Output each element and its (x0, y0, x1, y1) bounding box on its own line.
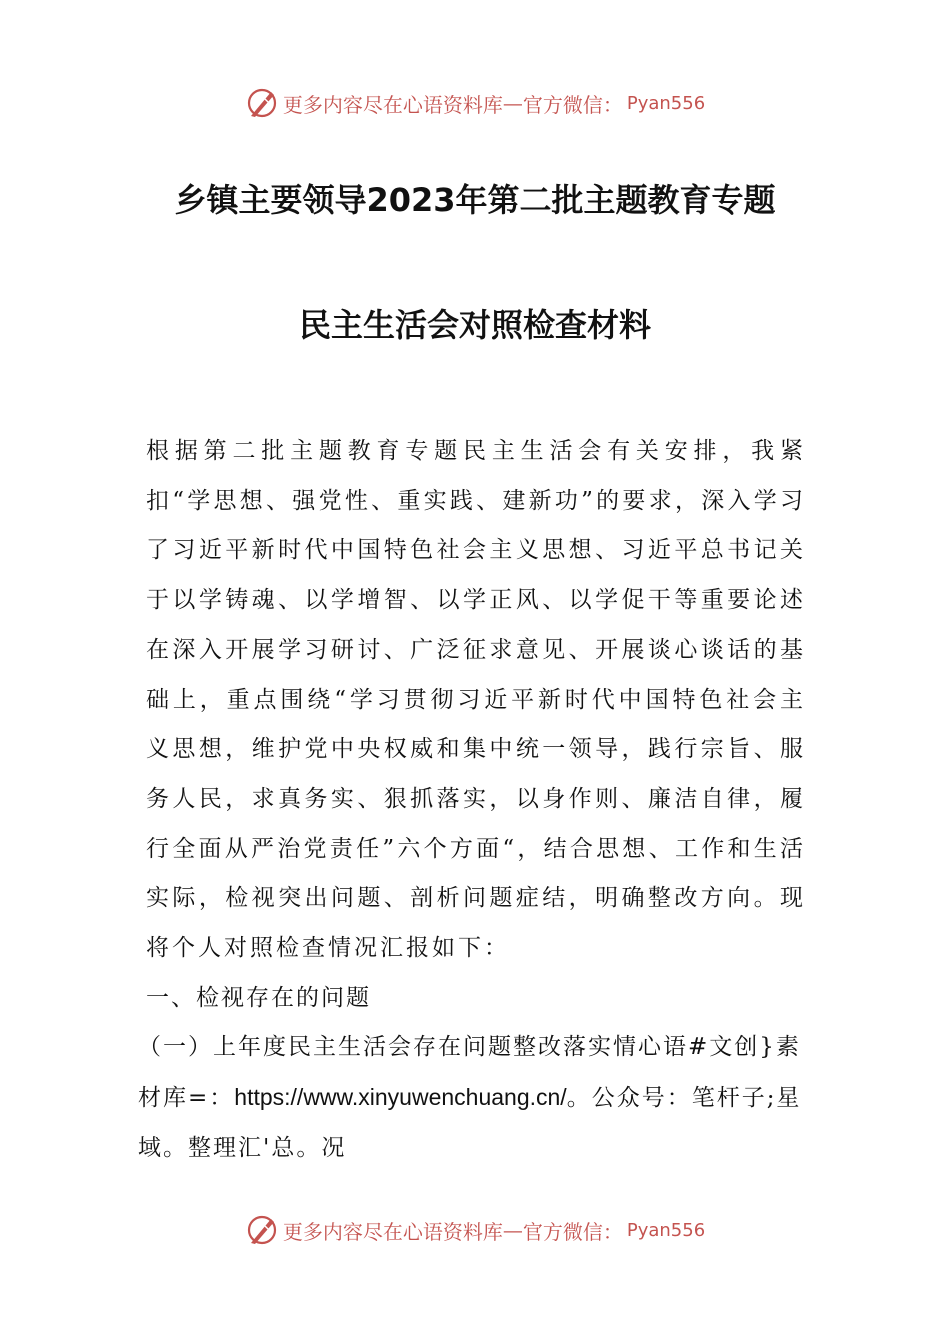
quill-pen-logo-icon (245, 1213, 279, 1247)
brand-separator: — (502, 1218, 523, 1242)
document-title-line-1: 乡镇主要领导2023年第二批主题教育专题 (174, 181, 776, 219)
wechat-id: Pyan556 (626, 1219, 706, 1241)
document-body (138, 427, 806, 1174)
intro-paragraph: 根据第二批主题教育专题民主生活会有关安排，我紧扣“学思想、强党性、重实践、建新功”的要求，深入学习了习近平新时代中国特色社会主义思想、习近平总书记关于以学铸魂、以学增智、以学正风、以学促干等重要论述在深入开展学习研讨、广泛征求意见、开展谈心谈话的基础上，重点围绕“学习贯彻习近平新时代中国特色社会主义思想，维护党中央权威和集中统一领导，践行宗旨、服务人民，求真务实、狠抓落实，以身作则、廉洁自律，履行全面从严治党责任”六个方面“，结合思想、工作和生活实际，检视突出问题、剖析问题症结，明确整改方向。现将个人对照检查情况汇报如下： (146, 438, 806, 962)
wechat-id: Pyan556 (626, 92, 706, 114)
wechat-label: 官方微信： (522, 92, 623, 117)
brand-text: 更多内容尽在心语资料库 (282, 1219, 503, 1244)
subsection-1-suffix: 。公众号：笔杆子;星域。整理汇'总。况 (138, 1085, 802, 1161)
subsection-1-prefix: （一）上年度民主生活会存在问题整改落实情心语#文创}素材库=： (138, 1034, 801, 1112)
brand-text: 更多内容尽在心语资料库 (282, 92, 503, 117)
quill-pen-logo-icon (245, 86, 279, 120)
subsection-1-url: https://www.xinyuwenchuang.cn/ (234, 1084, 567, 1111)
subsection-1 (138, 1023, 806, 1173)
document-title-line-2: 民主生活会对照检查材料 (298, 306, 651, 344)
header-watermark-banner (0, 83, 950, 123)
wechat-label: 官方微信： (522, 1219, 623, 1244)
section-heading-1: 一、检视存在的问题 (146, 984, 371, 1011)
footer-watermark-banner (0, 1210, 950, 1250)
brand-separator: — (502, 91, 523, 115)
